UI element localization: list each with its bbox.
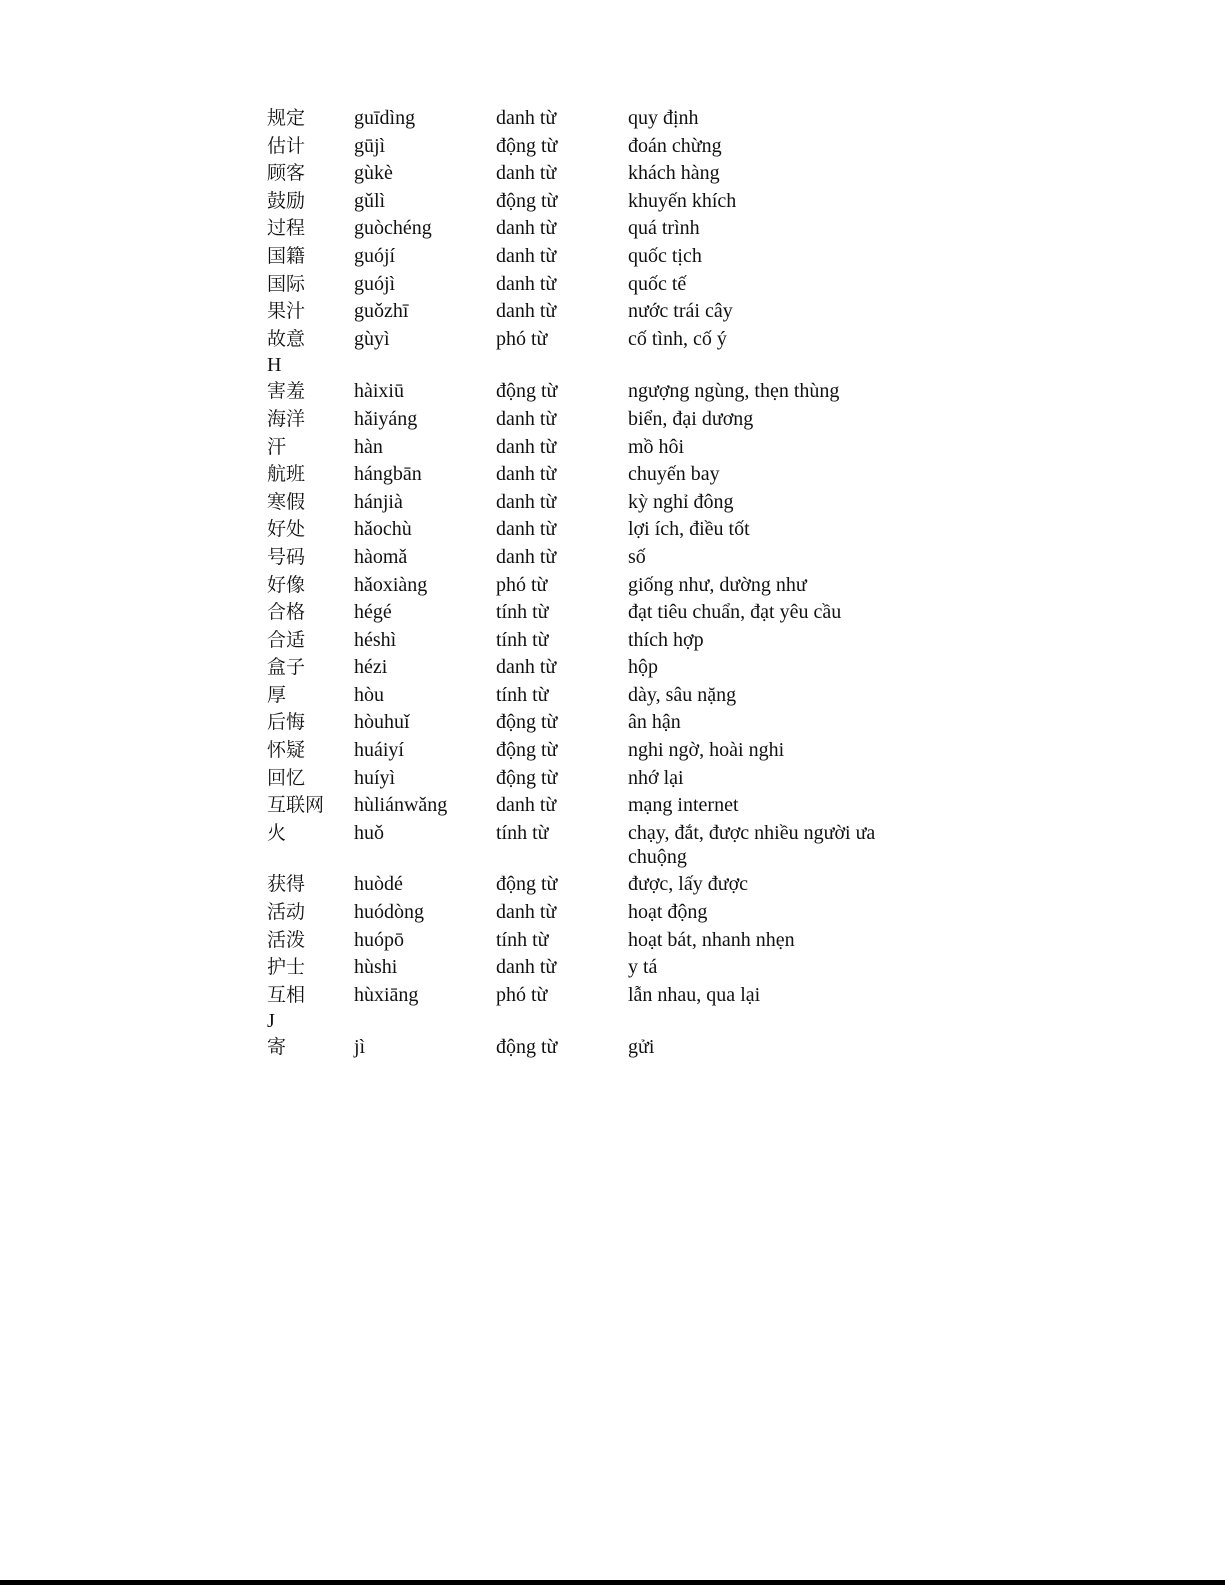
pinyin-cell: hùliánwǎng [354, 794, 448, 817]
meaning-cell: khuyến khích [628, 189, 737, 212]
vocab-row [267, 600, 927, 624]
vocab-row [267, 327, 927, 351]
hanzi-cell: 获得 [267, 873, 306, 896]
meaning-cell: nhớ lại [628, 766, 684, 789]
hanzi-cell: 规定 [267, 107, 306, 129]
part-of-speech-cell: động từ [496, 766, 558, 789]
meaning-cell: giống như, dường như [628, 573, 807, 596]
pinyin-cell: gùkè [354, 162, 393, 185]
part-of-speech-cell: danh từ [496, 545, 557, 568]
meaning-cell: khách hàng [628, 162, 720, 185]
hanzi-cell: 汗 [267, 435, 287, 458]
pinyin-cell: huòdé [354, 873, 403, 896]
vocab-row [267, 161, 927, 185]
part-of-speech-cell: danh từ [496, 463, 557, 486]
vocab-row [267, 872, 927, 896]
part-of-speech-cell: động từ [496, 380, 558, 403]
part-of-speech-cell: danh từ [496, 107, 557, 129]
meaning-cell: lẫn nhau, qua lại [628, 983, 761, 1006]
pinyin-cell: huópō [354, 928, 404, 951]
hanzi-cell: 活动 [267, 901, 306, 924]
hanzi-cell: 合适 [267, 628, 306, 651]
vocab-row [267, 490, 927, 514]
pinyin-cell: hǎiyáng [354, 407, 418, 430]
vocab-row [267, 244, 927, 268]
part-of-speech-cell: danh từ [496, 901, 557, 924]
vocab-row [267, 710, 927, 734]
vocab-row [267, 655, 927, 679]
hanzi-cell: 护士 [267, 956, 306, 979]
hanzi-cell: 寒假 [267, 490, 306, 513]
hanzi-cell: 寄 [267, 1036, 287, 1059]
pinyin-cell: guǒzhī [354, 300, 409, 323]
hanzi-cell: 鼓励 [267, 189, 306, 212]
pinyin-cell: hǎochù [354, 518, 412, 541]
meaning-cell: quy định [628, 107, 699, 129]
pinyin-cell: hùshi [354, 956, 398, 979]
hanzi-cell: 好处 [267, 518, 306, 541]
meaning-cell: cố tình, cố ý [628, 327, 727, 350]
hanzi-cell: 过程 [267, 217, 306, 240]
hanzi-cell: 盒子 [267, 656, 306, 679]
vocab-row [267, 821, 927, 869]
hanzi-cell: 国籍 [267, 244, 306, 267]
meaning-cell: gửi [628, 1036, 655, 1059]
hanzi-cell: 互联网 [267, 794, 325, 817]
meaning-cell: ân hận [628, 711, 681, 734]
part-of-speech-cell: tính từ [496, 601, 549, 624]
part-of-speech-cell: động từ [496, 739, 558, 762]
part-of-speech-cell: động từ [496, 873, 558, 896]
part-of-speech-cell: danh từ [496, 272, 557, 295]
pinyin-cell: hézi [354, 656, 388, 679]
pinyin-cell: guīdìng [354, 107, 416, 129]
section-letter: H [267, 354, 282, 377]
hanzi-cell: 厚 [267, 683, 287, 706]
vocab-row [267, 983, 927, 1007]
part-of-speech-cell: tính từ [496, 683, 549, 706]
part-of-speech-cell: danh từ [496, 217, 557, 240]
hanzi-cell: 互相 [267, 983, 306, 1006]
meaning-cell: mạng internet [628, 794, 739, 817]
page-bottom-border [0, 1580, 1225, 1585]
meaning-cell: quốc tế [628, 272, 687, 295]
meaning-cell: lợi ích, điều tốt [628, 518, 750, 541]
pinyin-cell: hánjià [354, 490, 403, 513]
pinyin-cell: guòchéng [354, 217, 432, 240]
part-of-speech-cell: danh từ [496, 956, 557, 979]
pinyin-cell: hángbān [354, 463, 422, 486]
vocab-row [267, 683, 927, 707]
hanzi-cell: 国际 [267, 272, 306, 295]
meaning-cell: nước trái cây [628, 300, 733, 323]
pinyin-cell: hòu [354, 683, 384, 706]
pinyin-cell: guójì [354, 272, 396, 295]
meaning-cell: đoán chừng [628, 134, 722, 157]
meaning-cell: kỳ nghỉ đông [628, 490, 734, 513]
meaning-cell: thích hợp [628, 628, 704, 651]
pinyin-cell: gùyì [354, 327, 390, 350]
part-of-speech-cell: động từ [496, 1036, 558, 1059]
meaning-cell: đạt tiêu chuẩn, đạt yêu cầu [628, 601, 842, 624]
pinyin-cell: hùxiāng [354, 983, 419, 1006]
meaning-cell: được, lấy được [628, 873, 749, 896]
hanzi-cell: 估计 [267, 134, 306, 157]
vocab-row [267, 738, 927, 762]
section-letter: J [267, 1010, 275, 1033]
meaning-cell: hoạt động [628, 901, 708, 924]
part-of-speech-cell: danh từ [496, 490, 557, 513]
meaning-cell: hoạt bát, nhanh nhẹn [628, 928, 795, 951]
part-of-speech-cell: động từ [496, 134, 558, 157]
vocabulary-list [267, 106, 927, 1063]
vocab-row [267, 134, 927, 158]
part-of-speech-cell: phó từ [496, 327, 548, 350]
hanzi-cell: 果汁 [267, 300, 306, 323]
meaning-cell: ngượng ngùng, thẹn thùng [628, 380, 840, 403]
vocab-row [267, 462, 927, 486]
hanzi-cell: 害羞 [267, 380, 306, 403]
pinyin-cell: guójí [354, 244, 396, 267]
hanzi-cell: 航班 [267, 463, 306, 486]
pinyin-cell: huáiyí [354, 739, 404, 762]
hanzi-cell: 号码 [267, 545, 306, 568]
pinyin-cell: hàomǎ [354, 545, 408, 568]
part-of-speech-cell: phó từ [496, 983, 548, 1006]
hanzi-cell: 回忆 [267, 766, 306, 789]
part-of-speech-cell: tính từ [496, 628, 549, 651]
pinyin-cell: huódòng [354, 901, 424, 924]
vocab-row [267, 435, 927, 459]
part-of-speech-cell: danh từ [496, 435, 557, 458]
vocab-row [267, 299, 927, 323]
part-of-speech-cell: danh từ [496, 518, 557, 541]
vocab-row [267, 189, 927, 213]
meaning-cell: quốc tịch [628, 244, 702, 267]
meaning-cell: quá trình [628, 217, 700, 240]
part-of-speech-cell: danh từ [496, 656, 557, 679]
vocab-row [267, 407, 927, 431]
hanzi-cell: 顾客 [267, 162, 306, 185]
pinyin-cell: huíyì [354, 766, 396, 789]
hanzi-cell: 故意 [267, 327, 306, 350]
meaning-cell: chạy, đắt, được nhiều người ưa chuộng [628, 821, 876, 868]
hanzi-cell: 好像 [267, 573, 306, 596]
part-of-speech-cell: tính từ [496, 821, 549, 844]
vocab-row [267, 766, 927, 790]
hanzi-cell: 后悔 [267, 711, 306, 734]
pinyin-cell: hòuhuǐ [354, 711, 410, 734]
pinyin-cell: jì [354, 1036, 366, 1059]
part-of-speech-cell: động từ [496, 711, 558, 734]
meaning-cell: số [628, 545, 646, 568]
pinyin-cell: hàn [354, 435, 383, 458]
pinyin-cell: hǎoxiàng [354, 573, 428, 596]
pinyin-cell: gūjì [354, 134, 386, 157]
part-of-speech-cell: phó từ [496, 573, 548, 596]
part-of-speech-cell: danh từ [496, 300, 557, 323]
vocab-row [267, 379, 927, 403]
pinyin-cell: gǔlì [354, 189, 386, 212]
meaning-cell: biển, đại dương [628, 407, 754, 430]
hanzi-cell: 海洋 [267, 407, 306, 430]
part-of-speech-cell: động từ [496, 189, 558, 212]
pinyin-cell: hàixiū [354, 380, 404, 403]
vocab-row [267, 793, 927, 817]
vocab-row [267, 545, 927, 569]
vocab-row [267, 628, 927, 652]
vocab-row [267, 272, 927, 296]
pinyin-cell: hégé [354, 601, 392, 624]
part-of-speech-cell: danh từ [496, 162, 557, 185]
part-of-speech-cell: danh từ [496, 244, 557, 267]
meaning-cell: mồ hôi [628, 435, 685, 458]
hanzi-cell: 火 [267, 821, 287, 844]
vocab-row [267, 900, 927, 924]
pinyin-cell: héshì [354, 628, 397, 651]
meaning-cell: hộp [628, 656, 658, 679]
hanzi-cell: 怀疑 [267, 739, 306, 762]
part-of-speech-cell: danh từ [496, 794, 557, 817]
vocab-row [267, 573, 927, 597]
vocab-row [267, 517, 927, 541]
vocab-row [267, 928, 927, 952]
meaning-cell: dày, sâu nặng [628, 683, 737, 706]
hanzi-cell: 合格 [267, 601, 306, 624]
meaning-cell: y tá [628, 956, 658, 979]
vocab-row [267, 1035, 927, 1059]
meaning-cell: chuyến bay [628, 463, 720, 486]
vocab-row [267, 216, 927, 240]
part-of-speech-cell: tính từ [496, 928, 549, 951]
meaning-cell: nghi ngờ, hoài nghi [628, 739, 785, 762]
vocab-row [267, 955, 927, 979]
hanzi-cell: 活泼 [267, 928, 306, 951]
pinyin-cell: huǒ [354, 821, 384, 844]
vocab-row [267, 106, 927, 130]
part-of-speech-cell: danh từ [496, 407, 557, 430]
